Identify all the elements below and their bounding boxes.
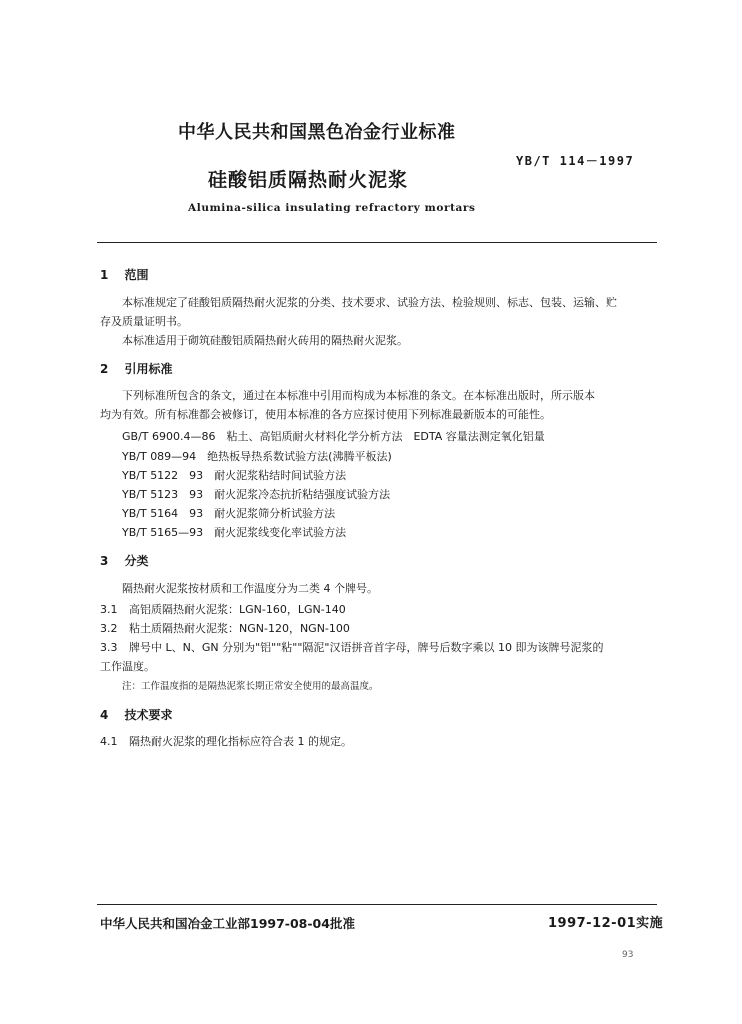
reference-item: YB/T 5164 93 耐火泥浆筛分析试验方法 xyxy=(122,507,336,520)
section-1-line: 存及质量证明书。 xyxy=(100,315,188,328)
page-number: 93 xyxy=(622,950,634,960)
clause-item xyxy=(100,601,346,617)
clause-item xyxy=(100,639,603,655)
header-divider xyxy=(97,242,657,243)
standard-code: YB/T 114－1997 xyxy=(516,154,635,168)
clause-number: 3.2 xyxy=(100,622,118,635)
clause-text: 高铝质隔热耐火泥浆：LGN-160，LGN-140 xyxy=(129,603,346,616)
clause-continuation: 工作温度。 xyxy=(100,660,155,673)
clause-item xyxy=(100,620,350,636)
clause-text: 牌号中 L、N、GN 分别为"铝""粘""隔泥"汉语拼音首字母，牌号后数字乘以 10 即为该牌号泥浆的 xyxy=(129,641,604,654)
section-number: 1 xyxy=(100,268,109,282)
approval-statement: 中华人民共和国冶金工业部1997-08-04批准 xyxy=(100,916,355,931)
issuing-organization: 中华人民共和国黑色冶金行业标准 xyxy=(178,122,456,143)
section-2-heading xyxy=(100,360,173,377)
clause-number: 4.1 xyxy=(100,735,118,748)
section-number: 3 xyxy=(100,554,109,568)
reference-item: YB/T 5122 93 耐火泥浆粘结时间试验方法 xyxy=(122,469,347,482)
section-3-note: 注：工作温度指的是隔热泥浆长期正常安全使用的最高温度。 xyxy=(122,681,379,692)
reference-item: YB/T 5165—93 耐火泥浆线变化率试验方法 xyxy=(122,526,347,539)
section-number: 4 xyxy=(100,708,109,722)
clause-item xyxy=(100,733,352,749)
section-1-heading xyxy=(100,266,149,283)
section-title: 引用标准 xyxy=(124,362,173,376)
section-3-intro: 隔热耐火泥浆按材质和工作温度分为二类 4 个牌号。 xyxy=(122,582,378,595)
section-title: 技术要求 xyxy=(124,708,173,722)
section-number: 2 xyxy=(100,362,109,376)
clause-number: 3.1 xyxy=(100,603,118,616)
section-3-heading xyxy=(100,552,149,569)
clause-text: 隔热耐火泥浆的理化指标应符合表 1 的规定。 xyxy=(129,735,352,748)
section-1-line: 本标准适用于砌筑硅酸铝质隔热耐火砖用的隔热耐火泥浆。 xyxy=(122,334,408,347)
clause-number: 3.3 xyxy=(100,641,118,654)
reference-item: GB/T 6900.4—86 粘土、高铝质耐火材料化学分析方法 EDTA 容量法测定氧化铝量 xyxy=(122,430,545,443)
title-english: Alumina-silica insulating refractory mortars xyxy=(188,202,476,214)
reference-item: YB/T 5123 93 耐火泥浆冷态抗折粘结强度试验方法 xyxy=(122,488,391,501)
section-title: 范围 xyxy=(124,268,149,282)
section-4-heading xyxy=(100,706,173,723)
effective-date: 1997-12-01实施 xyxy=(548,916,664,931)
section-2-line: 下列标准所包含的条文，通过在本标准中引用而构成为本标准的条文。在本标准出版时，所示版本 xyxy=(122,389,595,402)
clause-text: 粘土质隔热耐火泥浆：NGN-120，NGN-100 xyxy=(129,622,350,635)
title-chinese: 硅酸铝质隔热耐火泥浆 xyxy=(208,169,409,191)
section-2-line: 均为有效。所有标准都会被修订，使用本标准的各方应探讨使用下列标准最新版本的可能性。 xyxy=(100,408,551,421)
footer-divider xyxy=(97,904,657,905)
section-title: 分类 xyxy=(124,554,149,568)
section-1-line: 本标准规定了硅酸铝质隔热耐火泥浆的分类、技术要求、试验方法、检验规则、标志、包装、运输、贮 xyxy=(122,296,617,309)
reference-item: YB/T 089—94 绝热板导热系数试验方法(沸腾平板法) xyxy=(122,450,392,463)
